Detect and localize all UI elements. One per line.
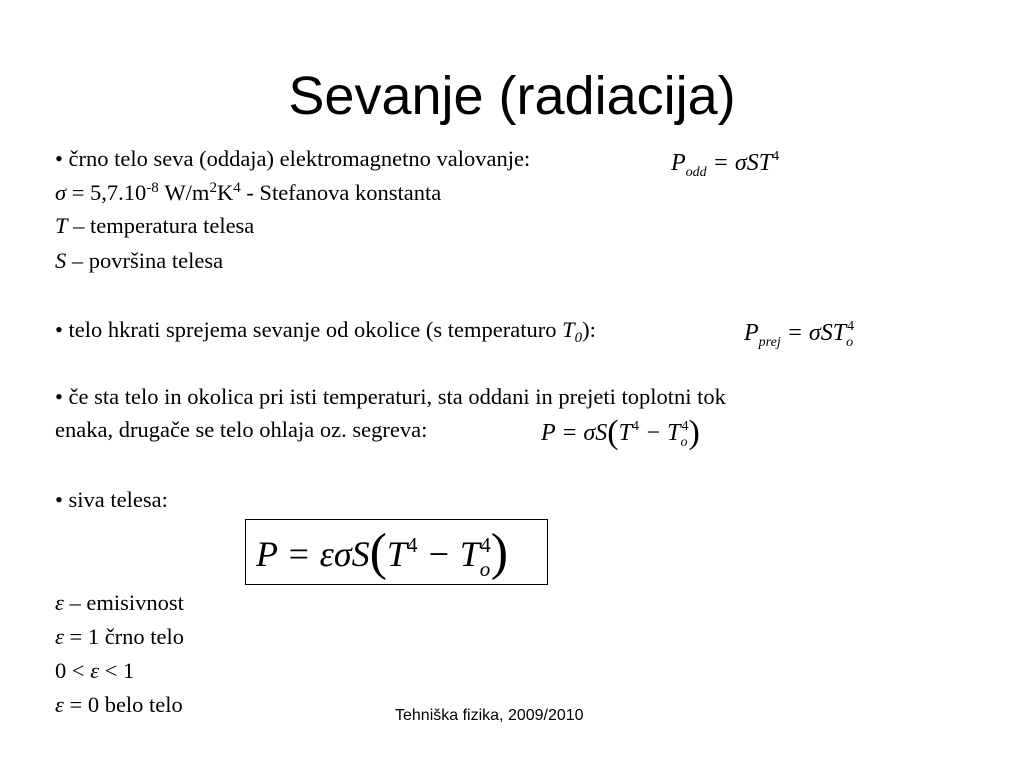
eps-one-description: = 1 črno telo bbox=[63, 624, 185, 649]
formula-p-odd bbox=[671, 142, 779, 188]
formula-eq: = σST bbox=[706, 150, 773, 176]
emissivity-description: – emisivnost bbox=[63, 590, 184, 615]
formula-right-paren: ) bbox=[490, 524, 509, 581]
sigma-unit-exp2: 2 bbox=[209, 180, 217, 196]
gray-bodies-text: • siva telesa: bbox=[55, 487, 168, 512]
epsilon-symbol: ε bbox=[90, 658, 100, 683]
t-description: – temperatura telesa bbox=[67, 213, 255, 238]
sigma-exponent: -8 bbox=[146, 180, 159, 196]
formula-exp: 4 bbox=[681, 419, 689, 434]
formula-exp: 4 bbox=[631, 419, 639, 434]
text-line-emissivity bbox=[55, 589, 184, 617]
text-line-temperature bbox=[55, 212, 254, 240]
epsilon-symbol: ε bbox=[55, 624, 64, 649]
formula-lhs: P = εσS bbox=[256, 534, 370, 574]
blackbody-text: • črno telo seva (oddaja) elektromagnetno valovanje: bbox=[55, 146, 531, 171]
formula-p: P bbox=[671, 150, 686, 176]
slide-title: Sevanje (radiacija) bbox=[288, 66, 736, 126]
sigma-value: = 5,7.10 bbox=[66, 180, 147, 205]
t0-subscript: 0 bbox=[574, 330, 583, 346]
sigma-description: - Stefanova konstanta bbox=[240, 180, 442, 205]
formula-exp: 4 bbox=[772, 149, 780, 164]
text-line-sigma bbox=[55, 179, 441, 207]
sigma-symbol: σ bbox=[55, 180, 67, 205]
text-line-cooling bbox=[55, 416, 427, 444]
eps-zero-description: = 0 belo telo bbox=[63, 692, 183, 717]
t-symbol: T bbox=[55, 213, 68, 238]
formula-sub-o: o bbox=[479, 557, 491, 581]
formula-net-power bbox=[541, 412, 700, 458]
formula-sub-o: o bbox=[846, 335, 854, 350]
formula-t: T bbox=[386, 534, 407, 574]
formula-minus-t: − T bbox=[417, 534, 480, 574]
boxed-formula-gray-body bbox=[245, 519, 548, 585]
text-line-blackbody bbox=[55, 145, 530, 173]
sigma-unit-w: W/m bbox=[158, 180, 210, 205]
s-description: – površina telesa bbox=[66, 248, 224, 273]
formula-sub-prej: prej bbox=[758, 335, 781, 350]
text-line-eps-one bbox=[55, 623, 184, 651]
text-line-surface bbox=[55, 247, 223, 275]
text-line-gray-bodies bbox=[55, 486, 168, 514]
text-line-equilibrium bbox=[55, 383, 726, 411]
formula-exp: 4 bbox=[480, 533, 491, 557]
formula-t: T bbox=[618, 420, 632, 446]
formula-sub-o: o bbox=[680, 435, 688, 450]
formula-right-paren: ) bbox=[688, 414, 700, 451]
formula-p: P bbox=[744, 320, 759, 346]
text-line-eps-zero bbox=[55, 691, 183, 719]
sigma-unit-exp4: 4 bbox=[233, 180, 241, 196]
epsilon-symbol: ε bbox=[55, 590, 64, 615]
slide-footer: Tehniška fizika, 2009/2010 bbox=[395, 707, 584, 724]
text-line-eps-range bbox=[55, 657, 134, 685]
formula-sub-odd: odd bbox=[685, 165, 707, 180]
eps-range-lower: 0 < bbox=[55, 658, 91, 683]
formula-eq: = σST bbox=[780, 320, 847, 346]
formula-exp: 4 bbox=[406, 533, 418, 557]
formula-p-prej bbox=[744, 312, 854, 358]
formula-exp: 4 bbox=[847, 319, 855, 334]
formula-left-paren: ( bbox=[369, 524, 387, 581]
eps-range-upper: < 1 bbox=[99, 658, 135, 683]
equilibrium-text: • če sta telo in okolica pri isti temperaturi, sta oddani in prejeti toplotni tok bbox=[55, 384, 726, 409]
formula-minus-t: − T bbox=[638, 420, 681, 446]
cooling-text: enaka, drugače se telo ohlaja oz. segreva: bbox=[55, 417, 428, 442]
formula-left-paren: ( bbox=[607, 414, 619, 451]
sigma-unit-k: K bbox=[216, 180, 234, 205]
epsilon-symbol: ε bbox=[55, 692, 64, 717]
t0-symbol: T bbox=[562, 317, 575, 342]
formula-lhs: P = σS bbox=[541, 420, 608, 446]
text-line-absorption bbox=[55, 316, 596, 344]
s-symbol: S bbox=[55, 248, 67, 273]
absorption-text: • telo hkrati sprejema sevanje od okolice (s temperaturo bbox=[55, 317, 563, 342]
absorption-end: ): bbox=[582, 317, 596, 342]
